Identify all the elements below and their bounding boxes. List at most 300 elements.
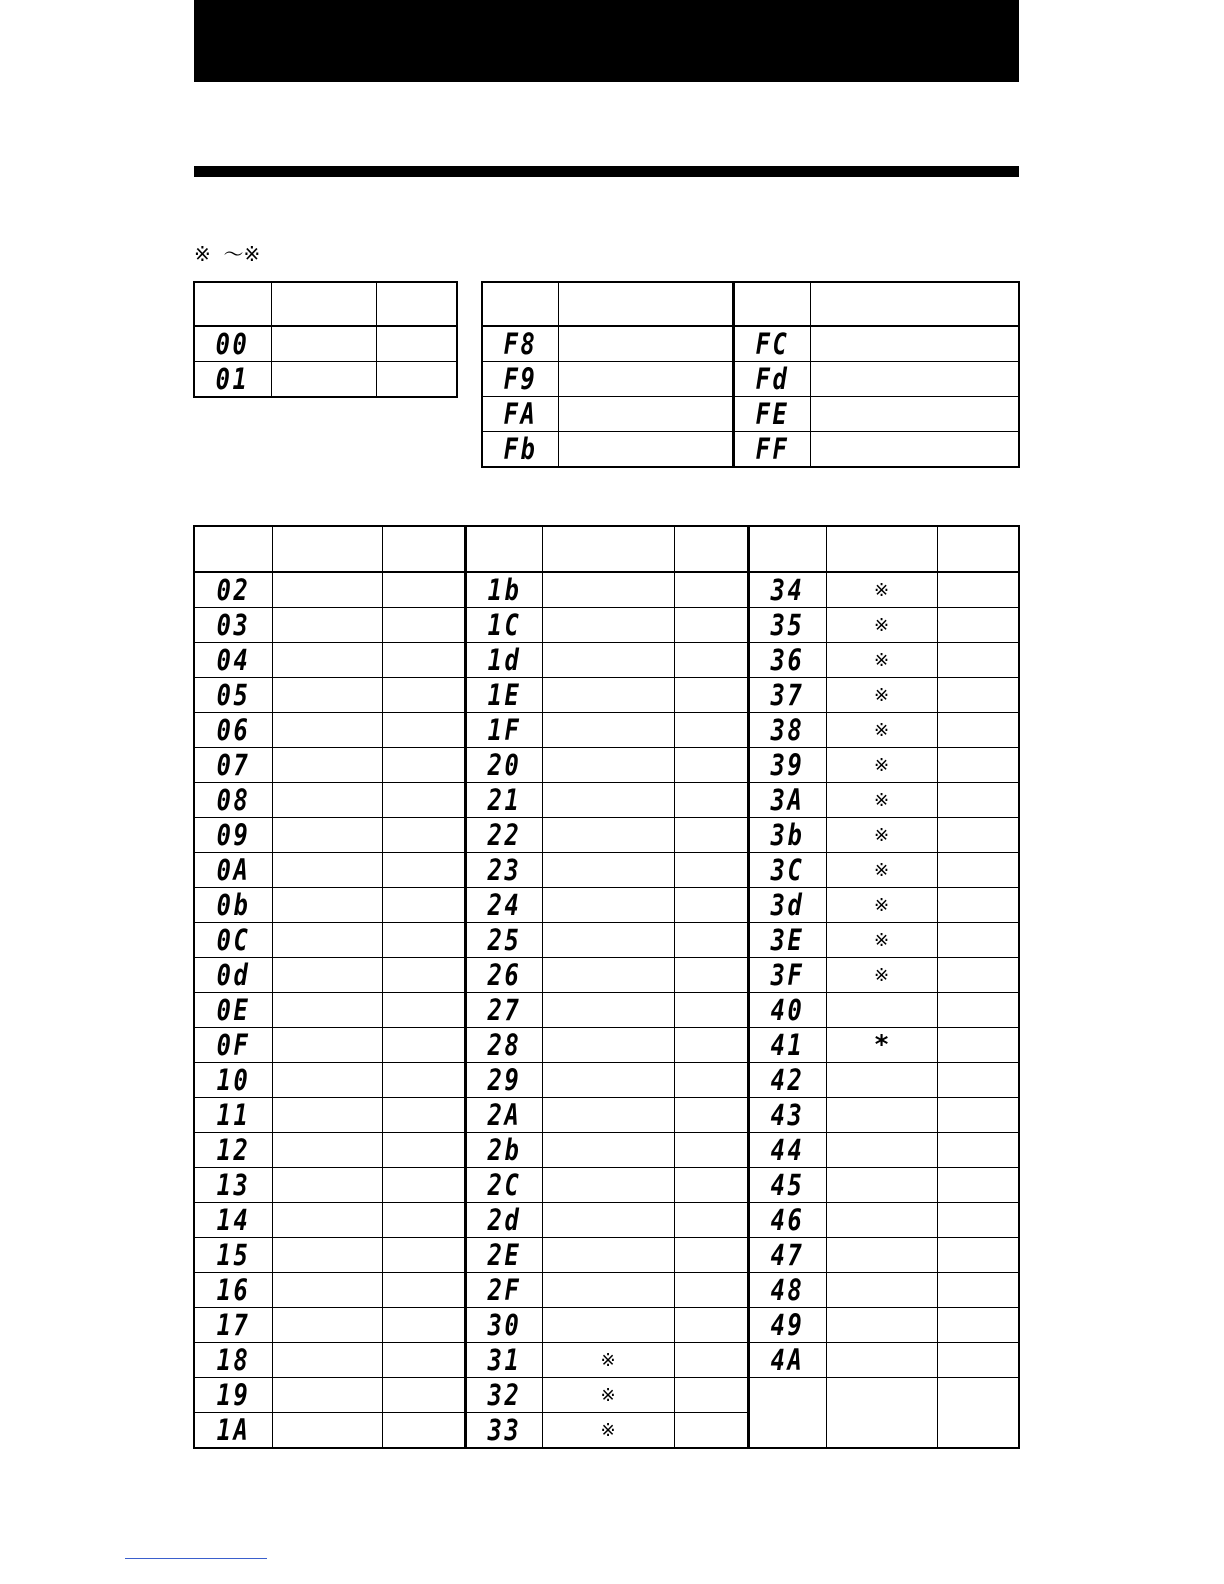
value-cell (382, 958, 465, 993)
code-cell (482, 432, 558, 468)
value-cell (937, 1063, 1019, 1098)
code-cell (465, 783, 542, 818)
value-cell (376, 326, 457, 362)
description-cell (810, 362, 1019, 397)
description-cell (826, 818, 937, 853)
code-cell (748, 1308, 826, 1343)
code-cell (194, 993, 272, 1028)
segment-code: 46 (770, 1203, 805, 1237)
value-cell (937, 888, 1019, 923)
description-cell (272, 1378, 382, 1413)
code-cell (194, 1028, 272, 1063)
segment-code: 0d (216, 958, 251, 992)
code-cell (194, 713, 272, 748)
value-cell (382, 1063, 465, 1098)
value-cell (382, 643, 465, 678)
value-cell (937, 713, 1019, 748)
description-cell (826, 608, 937, 643)
value-cell (937, 923, 1019, 958)
segment-code: 3E (770, 923, 805, 957)
table-row (194, 608, 1019, 643)
code-cell (748, 1098, 826, 1133)
description-cell (272, 1308, 382, 1343)
note-text: ※ ～※ (194, 242, 261, 266)
code-cell (194, 1238, 272, 1273)
value-cell (674, 1063, 748, 1098)
table-row (194, 643, 1019, 678)
segment-code: 42 (770, 1063, 805, 1097)
value-cell (937, 1133, 1019, 1168)
value-cell (937, 993, 1019, 1028)
value-cell (674, 923, 748, 958)
code-cell (465, 923, 542, 958)
code-cell (194, 853, 272, 888)
code-cell (465, 748, 542, 783)
code-cell (194, 1343, 272, 1378)
description-cell (826, 783, 937, 818)
description-cell (542, 783, 674, 818)
description-cell-text: ※ (873, 894, 890, 916)
description-cell-text: ※ (873, 614, 890, 636)
description-cell-text: ※ (600, 1384, 616, 1406)
value-cell (674, 643, 748, 678)
description-cell-text: ※ (600, 1349, 616, 1371)
empty-cell (826, 1378, 937, 1449)
code-cell (482, 326, 558, 362)
segment-code: 48 (770, 1273, 805, 1307)
description-cell (272, 993, 382, 1028)
description-cell (272, 1343, 382, 1378)
description-cell (558, 326, 733, 362)
segment-code: 3d (770, 888, 805, 922)
code-cell (733, 397, 810, 432)
code-cell (733, 362, 810, 397)
table-row (194, 1028, 1019, 1063)
table-row (194, 1343, 1019, 1378)
segment-code: 2E (487, 1238, 521, 1272)
value-cell (674, 853, 748, 888)
code-cell (465, 713, 542, 748)
description-cell (810, 326, 1019, 362)
value-cell (674, 993, 748, 1028)
code-cell (748, 1343, 826, 1378)
table-header (194, 526, 1019, 572)
description-cell (272, 818, 382, 853)
value-cell (937, 678, 1019, 713)
segment-code: 26 (487, 958, 521, 992)
code-cell (194, 1378, 272, 1413)
table-row (194, 958, 1019, 993)
value-cell (937, 1308, 1019, 1343)
code-cell (748, 818, 826, 853)
value-cell (382, 1343, 465, 1378)
code-cell (748, 1063, 826, 1098)
description-cell (826, 923, 937, 958)
empty-cell (937, 1378, 1019, 1449)
table-row (194, 1273, 1019, 1308)
segment-code: 1C (487, 608, 521, 642)
code-cell (748, 1238, 826, 1273)
value-cell (674, 678, 748, 713)
code-cell (465, 1168, 542, 1203)
segment-code: 17 (216, 1308, 251, 1342)
segment-code: 2A (487, 1098, 521, 1132)
code-cell (748, 1273, 826, 1308)
section-rule (194, 166, 1019, 177)
description-cell (272, 572, 382, 608)
code-cell (194, 326, 271, 362)
code-cell (465, 888, 542, 923)
segment-code: 25 (487, 923, 521, 957)
code-cell (194, 1133, 272, 1168)
description-cell (558, 432, 733, 468)
segment-code: 2C (487, 1168, 521, 1202)
description-cell (272, 783, 382, 818)
code-cell (465, 1273, 542, 1308)
code-cell (748, 1168, 826, 1203)
segment-code: 2b (487, 1133, 521, 1167)
description-cell (542, 1238, 674, 1273)
segment-code: 1F (487, 713, 521, 747)
table-row (194, 1098, 1019, 1133)
value-cell (674, 1238, 748, 1273)
description-cell (272, 608, 382, 643)
table-row (194, 783, 1019, 818)
code-cell (465, 572, 542, 608)
code-cell (748, 888, 826, 923)
segment-code: 24 (487, 888, 521, 922)
value-cell (674, 713, 748, 748)
table-header (194, 282, 457, 326)
code-cell (194, 923, 272, 958)
description-cell-text: ※ (873, 789, 890, 811)
segment-code: 47 (770, 1238, 805, 1272)
value-cell (674, 1203, 748, 1238)
code-cell (748, 643, 826, 678)
code-cell (194, 818, 272, 853)
description-cell (542, 643, 674, 678)
segment-code: 37 (770, 678, 805, 712)
description-cell (826, 1028, 937, 1063)
value-cell (376, 362, 457, 398)
value-cell (382, 1308, 465, 1343)
description-cell (826, 1063, 937, 1098)
code-cell (194, 362, 271, 398)
table-row (194, 748, 1019, 783)
header-bar (194, 0, 1019, 82)
segment-code: 2F (487, 1273, 521, 1307)
code-cell (748, 923, 826, 958)
segment-code: 0C (216, 923, 251, 957)
code-cell (465, 993, 542, 1028)
description-cell (271, 362, 376, 398)
code-cell (748, 783, 826, 818)
description-cell (272, 643, 382, 678)
code-cell (748, 748, 826, 783)
table-row (482, 326, 1019, 362)
segment-code: 27 (487, 993, 521, 1027)
code-cell (465, 1133, 542, 1168)
code-cell (194, 643, 272, 678)
code-cell (465, 1098, 542, 1133)
table-row (194, 326, 457, 362)
segment-code: 43 (770, 1098, 805, 1132)
segment-code: FE (755, 397, 789, 431)
code-cell (194, 748, 272, 783)
code-cell (465, 1238, 542, 1273)
segment-code: 49 (770, 1308, 805, 1342)
segment-code: 1E (487, 678, 521, 712)
description-cell (810, 432, 1019, 468)
value-cell (937, 1343, 1019, 1378)
description-cell (826, 713, 937, 748)
value-cell (674, 608, 748, 643)
segment-code: 16 (216, 1273, 251, 1307)
table-row (194, 1168, 1019, 1203)
description-cell-text: ※ (873, 754, 890, 776)
description-cell (542, 853, 674, 888)
code-cell (465, 643, 542, 678)
code-cell (748, 572, 826, 608)
segment-code: 2d (487, 1203, 521, 1237)
segment-code: 28 (487, 1028, 521, 1062)
segment-code: FC (755, 327, 789, 361)
value-cell (382, 1378, 465, 1413)
description-cell (542, 608, 674, 643)
table-row (482, 397, 1019, 432)
description-cell (826, 1308, 937, 1343)
value-cell (937, 643, 1019, 678)
code-cell (482, 397, 558, 432)
segment-code: 33 (487, 1413, 521, 1447)
description-cell (826, 572, 937, 608)
value-cell (674, 888, 748, 923)
description-cell (826, 1273, 937, 1308)
description-cell (272, 678, 382, 713)
code-cell (194, 572, 272, 608)
segment-code: 0b (216, 888, 251, 922)
value-cell (674, 958, 748, 993)
value-cell (382, 608, 465, 643)
value-cell (937, 748, 1019, 783)
code-cell (465, 608, 542, 643)
code-cell (748, 1028, 826, 1063)
segment-code: 13 (216, 1168, 251, 1202)
table-row (194, 713, 1019, 748)
description-cell (272, 1133, 382, 1168)
description-cell (826, 643, 937, 678)
value-cell (382, 818, 465, 853)
description-cell (826, 678, 937, 713)
value-cell (937, 958, 1019, 993)
description-cell-text: ※ (600, 1419, 616, 1441)
value-cell (937, 1098, 1019, 1133)
description-cell (542, 818, 674, 853)
code-cell (194, 1203, 272, 1238)
segment-code: 35 (770, 608, 805, 642)
description-cell (542, 1063, 674, 1098)
description-cell-text: ※ (873, 859, 890, 881)
code-cell (733, 326, 810, 362)
segment-code: 03 (216, 608, 251, 642)
segment-code: 3F (770, 958, 805, 992)
table-row (194, 1133, 1019, 1168)
description-cell (542, 1343, 674, 1378)
table-row (194, 1203, 1019, 1238)
segment-code: 14 (216, 1203, 251, 1237)
description-cell (542, 993, 674, 1028)
table-row (194, 1308, 1019, 1343)
value-cell (674, 1028, 748, 1063)
value-cell (382, 713, 465, 748)
code-table-a (193, 281, 458, 398)
description-cell (272, 1063, 382, 1098)
code-cell (482, 362, 558, 397)
code-cell (194, 678, 272, 713)
code-cell (194, 1063, 272, 1098)
segment-code: 12 (216, 1133, 251, 1167)
description-cell (272, 1238, 382, 1273)
segment-code: 02 (216, 573, 251, 607)
table-row (482, 432, 1019, 468)
segment-code: 29 (487, 1063, 521, 1097)
table-header (482, 282, 1019, 326)
segment-code: 38 (770, 713, 805, 747)
description-cell (542, 713, 674, 748)
description-cell (542, 888, 674, 923)
segment-code: 0A (216, 853, 251, 887)
segment-code: 31 (487, 1343, 521, 1377)
value-cell (937, 608, 1019, 643)
table-row (194, 1378, 1019, 1413)
description-cell (272, 923, 382, 958)
description-cell (542, 1413, 674, 1449)
description-cell (826, 993, 937, 1028)
segment-code: 10 (216, 1063, 251, 1097)
segment-code: 30 (487, 1308, 521, 1342)
description-cell (542, 1378, 674, 1413)
segment-code: 21 (487, 783, 521, 817)
code-cell (194, 1098, 272, 1133)
value-cell (382, 572, 465, 608)
value-cell (937, 1028, 1019, 1063)
table-row (194, 362, 457, 398)
code-cell (194, 1273, 272, 1308)
value-cell (382, 1133, 465, 1168)
description-cell (272, 1098, 382, 1133)
segment-code: 4A (770, 1343, 805, 1377)
description-cell (272, 958, 382, 993)
segment-code: 32 (487, 1378, 521, 1412)
description-cell-text: ※ (873, 649, 890, 671)
empty-cell (748, 1378, 826, 1449)
value-cell (674, 1168, 748, 1203)
value-cell (674, 748, 748, 783)
code-table-b (481, 281, 1020, 468)
description-cell (272, 1273, 382, 1308)
table-row (194, 853, 1019, 888)
segment-code: 09 (216, 818, 251, 852)
code-cell (465, 1063, 542, 1098)
description-cell (272, 1028, 382, 1063)
code-cell (748, 678, 826, 713)
segment-code: 40 (770, 993, 805, 1027)
segment-code: 08 (216, 783, 251, 817)
description-cell (826, 1168, 937, 1203)
value-cell (937, 1238, 1019, 1273)
description-cell (542, 1273, 674, 1308)
segment-code: 3C (770, 853, 805, 887)
value-cell (382, 1238, 465, 1273)
value-cell (937, 572, 1019, 608)
segment-code: 3A (770, 783, 805, 817)
code-cell (465, 1413, 542, 1449)
code-cell (733, 432, 810, 468)
code-cell (194, 888, 272, 923)
segment-code: F8 (503, 327, 538, 361)
table-row (194, 993, 1019, 1028)
value-cell (937, 1273, 1019, 1308)
code-cell (465, 1343, 542, 1378)
segment-code: Fb (503, 432, 538, 466)
code-cell (465, 1028, 542, 1063)
segment-code: Fd (755, 362, 789, 396)
value-cell (382, 1273, 465, 1308)
value-cell (382, 888, 465, 923)
value-cell (674, 1133, 748, 1168)
value-cell (674, 1413, 748, 1449)
segment-code: 44 (770, 1133, 805, 1167)
description-cell (542, 1133, 674, 1168)
segment-code: 19 (216, 1378, 251, 1412)
table-row (482, 362, 1019, 397)
description-cell (826, 958, 937, 993)
segment-code: 22 (487, 818, 521, 852)
description-cell (810, 397, 1019, 432)
segment-code: 00 (215, 327, 250, 361)
code-cell (748, 958, 826, 993)
table-row (194, 923, 1019, 958)
value-cell (674, 1273, 748, 1308)
description-cell (826, 1343, 937, 1378)
code-cell (194, 1308, 272, 1343)
segment-code: 3b (770, 818, 805, 852)
code-cell (465, 678, 542, 713)
description-cell (826, 888, 937, 923)
description-cell (558, 362, 733, 397)
description-cell (826, 1203, 937, 1238)
value-cell (382, 993, 465, 1028)
code-cell (748, 1133, 826, 1168)
table-row (194, 888, 1019, 923)
value-cell (382, 923, 465, 958)
code-cell (465, 853, 542, 888)
segment-code: 39 (770, 748, 805, 782)
segment-code: 04 (216, 643, 251, 677)
segment-code: 1d (487, 643, 521, 677)
segment-code: 06 (216, 713, 251, 747)
value-cell (382, 678, 465, 713)
segment-code: 36 (770, 643, 805, 677)
table-row (194, 1238, 1019, 1273)
table-row (194, 818, 1019, 853)
code-cell (465, 818, 542, 853)
code-cell (748, 608, 826, 643)
segment-code: 20 (487, 748, 521, 782)
description-cell (542, 1308, 674, 1343)
value-cell (382, 1203, 465, 1238)
segment-code: 05 (216, 678, 251, 712)
